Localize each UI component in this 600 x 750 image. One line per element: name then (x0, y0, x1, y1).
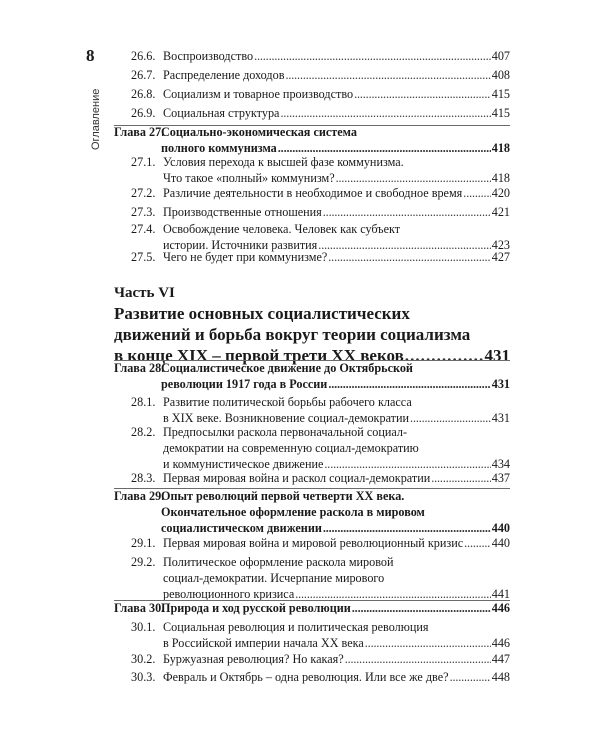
entry-title-text: Что такое «полный» коммунизм? (163, 171, 335, 185)
entry-title-line (163, 669, 510, 685)
entry-title-text: социалистическом движении (161, 521, 322, 535)
entry-title-line: Предпосылки раскола первоначальной социал- (163, 425, 408, 439)
entry-page-number: 446 (491, 601, 510, 615)
entry-title-text: революционного кризиса (163, 587, 295, 601)
entry-page-number: 431 (491, 411, 510, 425)
entry-number: 30.3. (131, 670, 156, 684)
page-number: 8 (86, 46, 95, 65)
entry-title (161, 360, 510, 392)
entry-page-number: 437 (491, 471, 510, 485)
entry-title-line (163, 470, 510, 486)
entry-title-line: Освобождение человека. Человек как субъект (163, 222, 401, 236)
toc-entry[interactable] (131, 105, 510, 121)
entry-page-number: 407 (491, 49, 510, 63)
entry-title (163, 185, 510, 201)
entry-page-number: 421 (491, 205, 510, 219)
entry-number: Глава 29. (114, 489, 165, 503)
dot-leader (345, 651, 491, 667)
entry-number: 28.1. (131, 395, 156, 409)
entry-page-number: 440 (491, 521, 510, 535)
entry-title-text: Распределение доходов (163, 68, 285, 82)
entry-title-text: полного коммунизма (161, 141, 277, 155)
entry-page-number: 418 (491, 171, 510, 185)
entry-number: 27.1. (131, 155, 156, 169)
entry-page-number: 408 (491, 68, 510, 82)
toc-entry[interactable] (131, 554, 510, 602)
entry-title-line: Развитие политической борьбы рабочего класса (163, 395, 412, 409)
dot-leader (285, 67, 490, 83)
dot-leader (336, 170, 491, 186)
entry-title-line: Социально-экономическая система (161, 125, 357, 139)
toc-entry[interactable] (131, 470, 510, 486)
entry-title (163, 249, 510, 265)
dot-leader (354, 86, 491, 102)
dot-leader (254, 48, 491, 64)
entry-title (163, 204, 510, 220)
entry-title-text: Первая мировая война и мировой революционный кризис (163, 536, 464, 550)
part-heading-text-last: в конце XIX – первой трети XX веков (114, 346, 404, 365)
dot-leader (323, 204, 491, 220)
entry-title-line (163, 635, 510, 651)
entry-number: Глава 28. (114, 361, 165, 375)
entry-number: 30.2. (131, 652, 156, 666)
toc-entry[interactable] (131, 651, 510, 667)
entry-title-line: Условия перехода к высшей фазе коммунизма. (163, 155, 404, 169)
entry-title (163, 86, 510, 102)
entry-title-line (163, 170, 510, 186)
dot-leader (328, 249, 490, 265)
entry-number: 30.1. (131, 620, 156, 634)
entry-title-line (161, 600, 510, 616)
entry-title (163, 651, 510, 667)
entry-title (161, 124, 510, 156)
entry-title-line (163, 48, 510, 64)
entry-title-line (163, 204, 510, 220)
toc-entry[interactable] (131, 48, 510, 64)
entry-title-line: Политическое оформление раскола мировой (163, 555, 394, 569)
entry-page-number: 415 (491, 106, 510, 120)
entry-title-line: Окончательное оформление раскола в мировом (161, 505, 425, 519)
toc-entry[interactable] (131, 249, 510, 265)
entry-number: 28.3. (131, 471, 156, 485)
entry-title (163, 535, 510, 551)
toc-entry[interactable] (131, 535, 510, 551)
entry-title (163, 105, 510, 121)
entry-title-text: Производственные отношения (163, 205, 322, 219)
entry-title-line (163, 185, 510, 201)
entry-title-text: Социализм и товарное производство (163, 87, 354, 101)
entry-title-line (163, 535, 510, 551)
toc-chapter[interactable] (114, 124, 510, 156)
entry-title-line (163, 249, 510, 265)
entry-title (163, 619, 510, 651)
toc-entry[interactable] (131, 67, 510, 83)
dot-leader (463, 185, 490, 201)
dot-leader (352, 600, 491, 616)
entry-number: Глава 27. (114, 125, 165, 139)
entry-title-text: Первая мировая война и раскол социал-демократии (163, 471, 431, 485)
entry-page-number: 423 (491, 238, 510, 252)
entry-number: 27.4. (131, 222, 156, 236)
entry-title-text: и коммунистическое движение (163, 457, 324, 471)
dot-leader (464, 535, 491, 551)
entry-title-text: Воспроизводство (163, 49, 254, 63)
entry-page-number: 448 (491, 670, 510, 684)
dot-leader (365, 635, 491, 651)
part-heading-text (114, 303, 510, 366)
entry-number: Глава 30. (114, 601, 165, 615)
entry-page-number: 434 (491, 457, 510, 471)
dot-leader (280, 105, 490, 121)
entry-page-number: 447 (491, 652, 510, 666)
entry-title-text: в XIX веке. Возникновение социал-демократии (163, 411, 410, 425)
entry-number: 28.2. (131, 425, 156, 439)
entry-title-line: социал-демократии. Исчерпание мирового (163, 571, 385, 585)
entry-title (163, 67, 510, 83)
entry-title-text: Природа и ход русской революции (161, 601, 351, 615)
entry-title-text: Социальная структура (163, 106, 280, 120)
entry-title-line: демократии на современную социал-демократию (163, 441, 419, 455)
entry-title-line (163, 651, 510, 667)
entry-number: 26.9. (131, 106, 156, 120)
part-title: Часть VI (114, 285, 175, 301)
part-heading[interactable] (114, 283, 510, 366)
entry-page-number: 427 (491, 250, 510, 264)
entry-title (163, 470, 510, 486)
entry-number: 26.7. (131, 68, 156, 82)
entry-number: 29.2. (131, 555, 156, 569)
entry-page-number: 441 (491, 587, 510, 601)
entry-title (161, 600, 510, 616)
entry-page-number: 440 (491, 536, 510, 550)
toc-entry[interactable] (131, 154, 510, 186)
entry-page-number: 415 (491, 87, 510, 101)
entry-number: 26.6. (131, 49, 156, 63)
entry-title-text: истории. Источники развития (163, 238, 318, 252)
section-side-label: Оглавление (90, 88, 102, 150)
entry-page-number: 418 (491, 141, 510, 155)
entry-title-text: Буржуазная революция? Но какая? (163, 652, 344, 666)
dot-leader (431, 470, 490, 486)
entry-title-text: Февраль и Октябрь – одна революция. Или все же две? (163, 670, 449, 684)
part-heading-line: движений и борьба вокруг теории социализма (114, 325, 471, 344)
toc-entry[interactable] (131, 669, 510, 685)
entry-title-line: Социальная революция и политическая революция (163, 620, 429, 634)
entry-title-line: Социалистическое движение до Октябрьской (161, 361, 413, 375)
toc-chapter[interactable] (114, 600, 510, 616)
toc-entry[interactable] (131, 185, 510, 201)
entry-title-line (161, 520, 510, 536)
entry-page-number: 431 (491, 377, 510, 391)
entry-number: 26.8. (131, 87, 156, 101)
toc-entry[interactable] (131, 394, 510, 426)
toc-entry[interactable] (131, 619, 510, 651)
entry-title (163, 669, 510, 685)
entry-title (163, 154, 510, 186)
entry-title-text: Различие деятельности в необходимое и свободное время (163, 186, 463, 200)
toc-chapter[interactable] (114, 488, 510, 536)
entry-number: 27.5. (131, 250, 156, 264)
entry-title (163, 554, 510, 602)
entry-title (163, 394, 510, 426)
entry-title-line (161, 376, 510, 392)
toc-entry[interactable] (131, 424, 510, 472)
part-heading-line: Развитие основных социалистических (114, 304, 410, 323)
entry-title-line (163, 86, 510, 102)
dot-leader (450, 669, 491, 685)
entry-title-text: в Российской империи начала XX века (163, 636, 364, 650)
entry-title (163, 48, 510, 64)
entry-number: 27.3. (131, 205, 156, 219)
dot-leader (328, 376, 490, 392)
entry-title-line: Опыт революций первой четверти XX века. (161, 489, 405, 503)
entry-number: 27.2. (131, 186, 156, 200)
entry-title (163, 424, 510, 472)
entry-title-text: Чего не будет при коммунизме? (163, 250, 328, 264)
entry-page-number: 446 (491, 636, 510, 650)
entry-page-number: 420 (491, 186, 510, 200)
entry-number: 29.1. (131, 536, 156, 550)
entry-title-line (163, 105, 510, 121)
toc-entry[interactable] (131, 86, 510, 102)
toc-entry[interactable] (131, 204, 510, 220)
dot-leader (323, 520, 491, 536)
entry-title (161, 488, 510, 536)
toc-chapter[interactable] (114, 360, 510, 392)
part-page-number: 431 (484, 346, 510, 365)
entry-title-text: революции 1917 года в России (161, 377, 328, 391)
entry-title-line (163, 67, 510, 83)
